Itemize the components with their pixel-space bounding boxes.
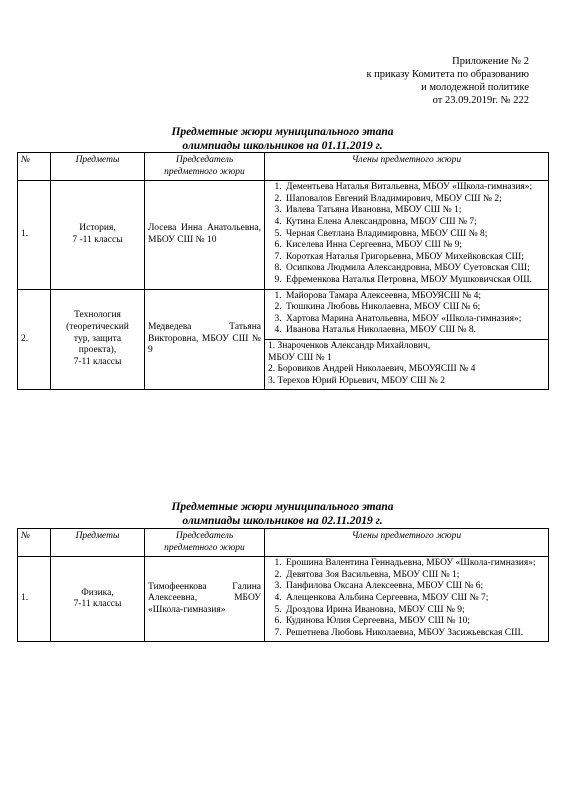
row-subject-text: Физика, 7-11 классы xyxy=(73,587,122,610)
header-chair-text: Председатель предметного жюри xyxy=(164,155,245,177)
member-item: 3. Панфилова Оксана Алексеевна, МБОУ СШ № 6; xyxy=(284,581,545,593)
table-row xyxy=(18,181,549,289)
table-header-row xyxy=(18,153,549,181)
member-item: 2. Тюшкина Любовь Николаевна, МБОУ СШ № 6; xyxy=(284,302,545,314)
member-item: 1. Дементьева Наталья Витальевна, МБОУ «Школа-гимназия»; xyxy=(284,182,545,194)
member-item: 2. Девятова Зоя Васильевна, МБОУ СШ № 1; xyxy=(284,570,545,582)
jury-table-2 xyxy=(17,528,549,642)
member-item: 6. Кудинова Юлия Сергеевна, МБОУ СШ № 10; xyxy=(284,616,545,628)
header-chair-text: Председатель предметного жюри xyxy=(164,531,245,553)
section-title-2 xyxy=(0,500,565,528)
header-num: № xyxy=(18,153,51,181)
row-members xyxy=(265,289,549,339)
appendix-line: к приказу Комитета по образованию xyxy=(366,69,529,80)
row-subject-text: История, 7 -11 классы xyxy=(72,223,123,245)
member-item: 9. Ефременкова Наталья Петровна, МБОУ Мушковичская ОШ. xyxy=(284,275,545,287)
member-item: 5. Дроздова Ирина Ивановна, МБОУ СШ № 9; xyxy=(284,605,545,617)
row-chair: Тимофеенкова Галина Алексеевна, МБОУ «Школа-гимназия» xyxy=(145,557,265,642)
appendix-line: Приложение № 2 xyxy=(452,56,529,67)
section-title-line: Предметные жюри муниципального этапа xyxy=(171,501,394,513)
row-num: 1. xyxy=(18,181,51,289)
section-title-line: Предметные жюри муниципального этапа xyxy=(171,126,394,138)
member-item: 8. Осипкова Людмила Александровна, МБОУ Суетовская СШ; xyxy=(284,263,545,275)
header-num: № xyxy=(18,529,51,557)
table-row xyxy=(18,289,549,339)
table-row xyxy=(18,557,549,642)
section-title-line: олимпиады школьников на 02.11.2019 г. xyxy=(182,515,383,527)
header-chair xyxy=(145,529,265,557)
header-chair xyxy=(145,153,265,181)
jury-table-1 xyxy=(17,152,549,390)
member-item: 5. Черная Светлана Владимировна, МБОУ СШ № 8; xyxy=(284,229,545,241)
members-list xyxy=(268,182,545,286)
header-subjects: Предметы xyxy=(51,153,145,181)
member-item: 4. Кутина Елена Александровна, МБОУ СШ № 7; xyxy=(284,217,545,229)
member-line: 1. Знароченков Александр Михайлович, xyxy=(268,340,431,351)
row-members xyxy=(265,181,549,289)
member-item: 4. Иванова Наталья Николаевна, МБОУ СШ № 8. xyxy=(284,325,545,337)
row-chair: Лосева Инна Анатольевна, МБОУ СШ № 10 xyxy=(145,181,265,289)
member-line: 2. Боровиков Андрей Николаевич, МБОУЯСШ № 4 xyxy=(268,364,476,375)
header-members: Члены предметного жюри xyxy=(265,529,549,557)
row-subject xyxy=(51,289,145,390)
member-item: 7. Решетнева Любовь Николаевна, МБОУ Засижьевская СШ. xyxy=(284,628,545,640)
member-item: 2. Шаповалов Евгений Владимирович, МБОУ СШ № 2; xyxy=(284,194,545,206)
row-subject-text: Технология (теоретический тур, защита проекта), 7-11 классы xyxy=(66,310,129,367)
member-item: 3. Ивлева Татьяна Ивановна, МБОУ СШ № 1; xyxy=(284,205,545,217)
members-list xyxy=(268,558,545,639)
member-item: 4. Алещенкова Альбина Сергеевна, МБОУ СШ № 7; xyxy=(284,593,545,605)
row-subject xyxy=(51,557,145,642)
header-subjects: Предметы xyxy=(51,529,145,557)
member-item: 1. Ерошина Валентина Геннадьевна, МБОУ «Школа-гимназия»; xyxy=(284,558,545,570)
member-item: 7. Короткая Наталья Григорьевна, МБОУ Михейковская СШ; xyxy=(284,252,545,264)
row-chair: Медведева Татьяна Викторовна, МБОУ СШ № 9 xyxy=(145,289,265,390)
appendix-line: от 23.09.2019г. № 222 xyxy=(432,95,529,106)
appendix-header xyxy=(366,55,529,107)
section-title-1 xyxy=(0,125,565,153)
header-members: Члены предметного жюри xyxy=(265,153,549,181)
table-header-row xyxy=(18,529,549,557)
row-num: 2. xyxy=(18,289,51,390)
row-num: 1. xyxy=(18,557,51,642)
row-subject xyxy=(51,181,145,289)
appendix-line: и молодежной политике xyxy=(421,82,529,93)
member-line: МБОУ СШ № 1 xyxy=(268,352,332,363)
member-line: 3. Терехов Юрий Юрьевич, МБОУ СШ № 2 xyxy=(268,375,445,386)
member-item: 3. Хартова Марина Анатольевна, МБОУ «Школа-гимназия»; xyxy=(284,314,545,326)
member-item: 6. Киселева Инна Сергеевна, МБОУ СШ № 9; xyxy=(284,240,545,252)
members-list xyxy=(268,291,545,337)
row-members-second xyxy=(265,339,549,389)
member-item: 1. Майорова Тамара Алексеевна, МБОУЯСШ № 4; xyxy=(284,291,545,303)
row-members xyxy=(265,557,549,642)
section-title-line: олимпиады школьников на 01.11.2019 г. xyxy=(182,140,383,152)
